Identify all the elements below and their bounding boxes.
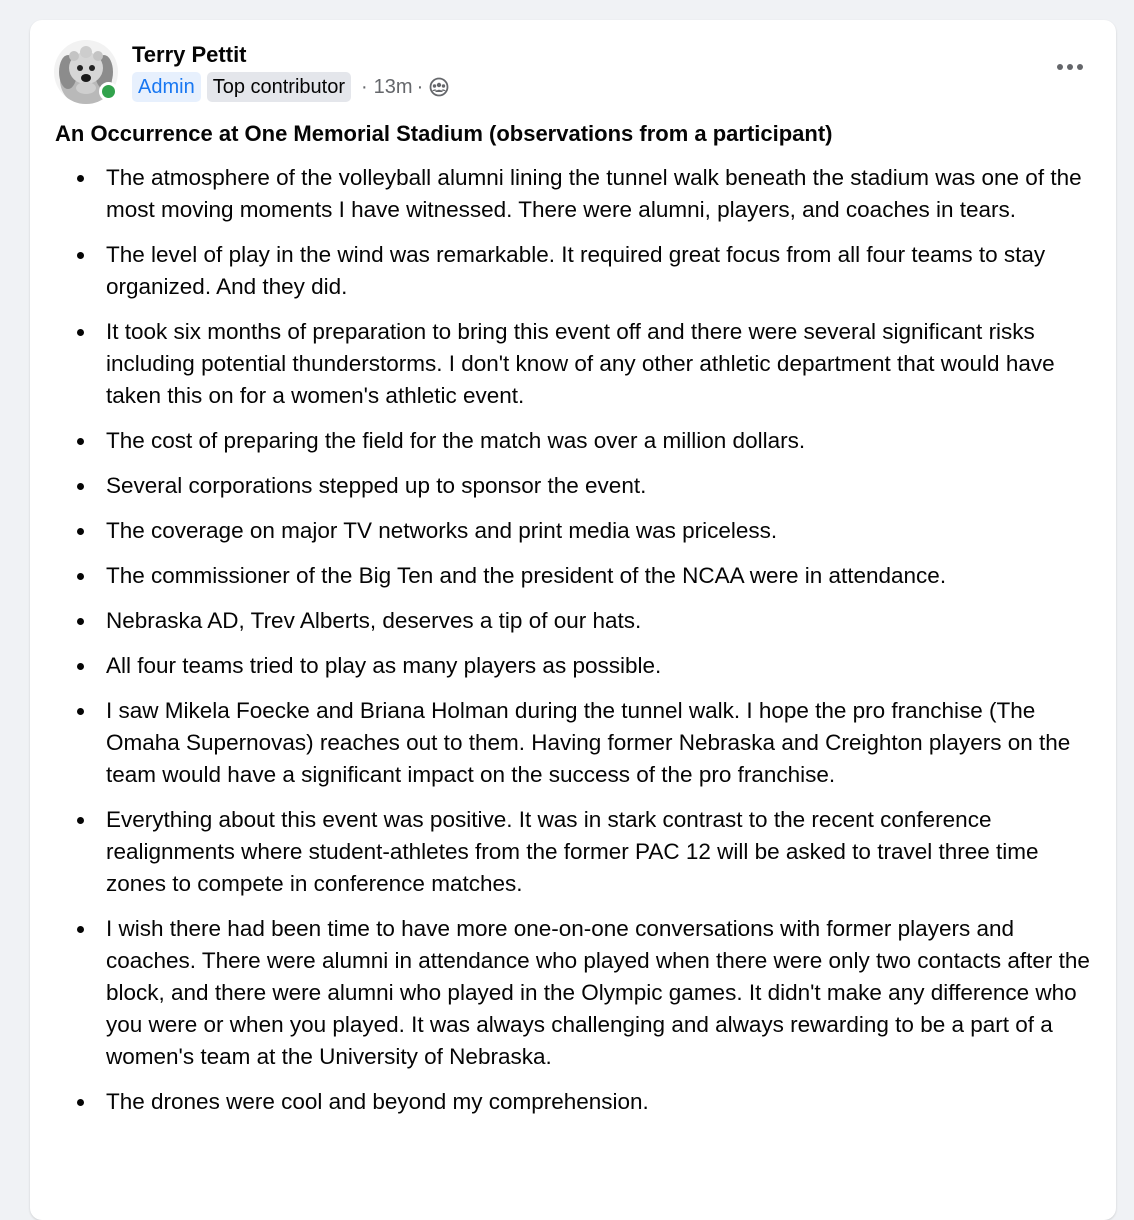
more-options-icon: [1056, 63, 1084, 71]
bullet-text: The drones were cool and beyond my comprehension.: [106, 1089, 649, 1114]
bullet-item: [55, 425, 1095, 457]
bullet-item: [55, 605, 1095, 637]
group-members-icon[interactable]: [429, 77, 449, 97]
bullet-dot: [77, 438, 84, 445]
bullet-dot: [77, 573, 84, 580]
author-name[interactable]: Terry Pettit: [132, 42, 247, 67]
post-title: An Occurrence at One Memorial Stadium (observations from a participant): [55, 121, 833, 146]
top-contributor-badge[interactable]: Top contributor: [207, 72, 351, 102]
bullet-item: [55, 515, 1095, 547]
bullet-item: [55, 239, 1095, 303]
more-options-button[interactable]: [1050, 54, 1090, 80]
bullet-item: [55, 913, 1095, 1073]
bullet-text: All four teams tried to play as many players as possible.: [106, 653, 662, 678]
bullet-dot: [77, 175, 84, 182]
bullet-dot: [77, 252, 84, 259]
bullet-item: [55, 470, 1095, 502]
bullet-dot: [77, 1099, 84, 1106]
bullet-dot: [77, 528, 84, 535]
bullet-text: The level of play in the wind was remarkable. It required great focus from all four teams to stay organized. And they did.: [106, 242, 1046, 299]
bullet-item: [55, 650, 1095, 682]
bullet-dot: [77, 483, 84, 490]
post-meta: [132, 72, 449, 102]
post-bullet-list: [55, 162, 1095, 1131]
bullet-item: [55, 162, 1095, 226]
meta-separator: ·: [416, 75, 424, 98]
bullet-dot: [77, 663, 84, 670]
bullet-text: The commissioner of the Big Ten and the president of the NCAA were in attendance.: [106, 563, 947, 588]
bullet-text: Several corporations stepped up to sponsor the event.: [106, 473, 647, 498]
bullet-dot: [77, 329, 84, 336]
bullet-item: [55, 316, 1095, 412]
meta-separator: ·: [361, 75, 368, 98]
post-card: [30, 20, 1116, 1220]
bullet-item: [55, 695, 1095, 791]
bullet-text: The cost of preparing the field for the match was over a million dollars.: [106, 428, 806, 453]
bullet-text: Nebraska AD, Trev Alberts, deserves a tip of our hats.: [106, 608, 642, 633]
bullet-text: I saw Mikela Foecke and Briana Holman during the tunnel walk. I hope the pro franchise (The Omaha Supernovas) reaches out to them. Having former Nebraska and Creighton players on the team would have a significant impact on the success of the pro franchise.: [106, 698, 1071, 787]
bullet-dot: [77, 926, 84, 933]
bullet-dot: [77, 708, 84, 715]
bullet-text: The atmosphere of the volleyball alumni lining the tunnel walk beneath the stadium was one of the most moving moments I have witnessed. There were alumni, players, and coaches in tears.: [106, 165, 1082, 222]
bullet-item: [55, 560, 1095, 592]
bullet-text: I wish there had been time to have more one-on-one conversations with former players and coaches. There were alumni in attendance who played when there were only two contacts after the block, and there were alumni who played in the Olympic games. It didn't make any difference who you were or when you played. It was always challenging and always rewarding to be a part of a women's team at the University of Nebraska.: [106, 916, 1090, 1069]
bullet-item: [55, 1086, 1095, 1118]
bullet-text: The coverage on major TV networks and print media was priceless.: [106, 518, 778, 543]
online-status-indicator: [99, 82, 118, 101]
post-timestamp[interactable]: 13m: [373, 75, 413, 98]
bullet-text: Everything about this event was positive. It was in stark contrast to the recent conference realignments where student-athletes from the former PAC 12 will be asked to travel three time zones to compete in conference matches.: [106, 807, 1039, 896]
admin-badge[interactable]: Admin: [132, 72, 201, 102]
bullet-text: It took six months of preparation to bring this event off and there were several significant risks including potential thunderstorms. I don't know of any other athletic department that would have taken this on for a women's athletic event.: [106, 319, 1055, 408]
bullet-dot: [77, 618, 84, 625]
bullet-dot: [77, 817, 84, 824]
bullet-item: [55, 804, 1095, 900]
